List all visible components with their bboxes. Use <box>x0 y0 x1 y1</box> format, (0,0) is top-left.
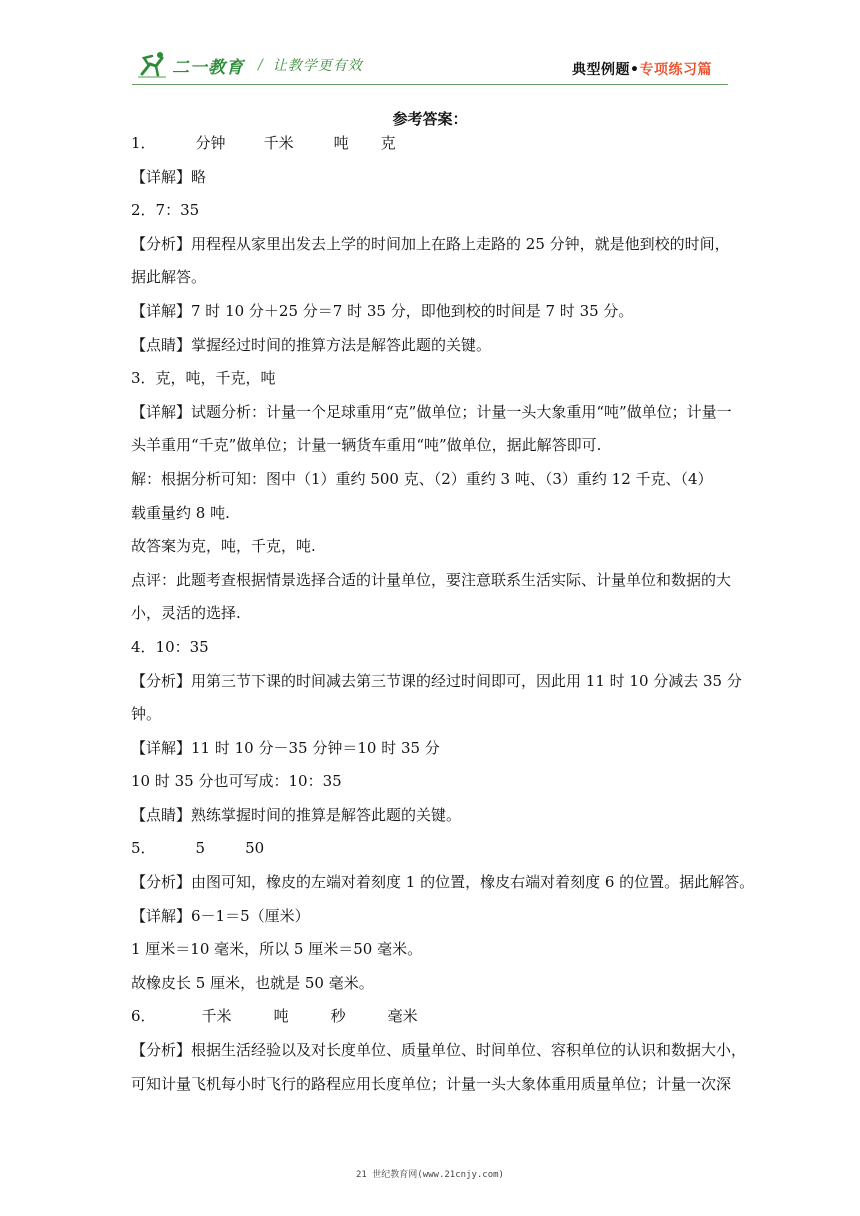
answer-line <box>131 972 731 1006</box>
page-header <box>0 0 860 90</box>
answer-line <box>131 502 731 536</box>
answer-line <box>131 703 731 737</box>
answer-line <box>131 401 731 435</box>
line-text: 据此解答。 <box>131 268 207 287</box>
answer-line <box>131 636 731 670</box>
answer-line <box>131 166 731 200</box>
line-text: 【详解】6－1＝5（厘米） <box>131 906 310 925</box>
page-footer: 21 世纪教育网(www.21cnjy.com) <box>356 1170 504 1180</box>
line-text: 解：根据分析可知：图中（1）重约 500 克、（2）重约 3 吨、（3）重约 12 千克、（4） <box>131 469 713 488</box>
running-figure-icon <box>136 50 170 80</box>
answer-line <box>131 1005 731 1039</box>
answer-line <box>131 569 731 603</box>
answer-blank: 秒 <box>330 1007 346 1026</box>
answer-blank: 克 <box>380 134 396 152</box>
answer-line <box>131 1073 731 1107</box>
answer-content <box>131 132 755 1106</box>
answer-blank: 分钟 <box>195 134 226 152</box>
line-text: 【点睛】熟练掌握时间的推算是解答此题的关键。 <box>131 805 462 824</box>
line-text: 载重量约 8 吨. <box>131 503 230 522</box>
answer-line <box>131 1039 747 1073</box>
series-title-sub: 专项练习篇 <box>639 62 712 78</box>
line-text: 点评：此题考查根据情景选择合适的计量单位，要注意联系生活实际、计量单位和数据的大 <box>131 570 732 589</box>
header-slogan: 让教学更有效 <box>272 58 363 74</box>
line-text: 【详解】11 时 10 分－35 分钟＝10 时 35 分 <box>131 738 440 757</box>
line-text: 3．克，吨，千克，吨 <box>131 369 276 388</box>
line-text: 【分析】用第三节下课的时间减去第三节课的经过时间即可，因此用 11 时 10 分减去 35 分 <box>131 671 742 690</box>
answer-blank: 吨 <box>333 134 349 152</box>
answer-line <box>131 737 731 771</box>
answer-line <box>131 602 731 636</box>
line-text: 【详解】略 <box>131 167 207 186</box>
line-text: 【分析】由图可知，橡皮的左端对着刻度 1 的位置，橡皮右端对着刻度 6 的位置。据此解答。 <box>131 873 755 892</box>
answer-line <box>131 434 731 468</box>
question-number: 1． <box>131 134 156 152</box>
answer-line <box>131 199 731 233</box>
logo-text: 二一教育 <box>172 57 244 78</box>
line-text: 10 时 35 分也可写成：10：35 <box>131 772 342 791</box>
answer-line <box>131 535 731 569</box>
answer-blank: 吨 <box>273 1007 289 1026</box>
line-text: 【详解】试题分析：计量一个足球重用“克”做单位；计量一头大象重用“吨”做单位；计量一 <box>131 402 732 421</box>
line-text: 故答案为克，吨，千克，吨. <box>131 537 316 556</box>
answer-line <box>131 300 731 334</box>
header-divider <box>132 84 728 85</box>
answer-line <box>131 233 731 267</box>
line-text: 头羊重用“千克”做单位；计量一辆货车重用“吨”做单位，据此解答即可. <box>131 436 602 455</box>
answer-line <box>131 670 742 704</box>
answer-line <box>131 804 731 838</box>
question-number: 6． <box>131 1007 156 1026</box>
line-text: 1 厘米＝10 毫米，所以 5 厘米＝50 毫米。 <box>131 940 423 959</box>
answer-blank: 毫米 <box>387 1007 418 1026</box>
answer-line <box>131 468 731 502</box>
line-text: 钟。 <box>131 705 162 724</box>
answer-line <box>131 367 731 401</box>
logo <box>136 48 363 82</box>
answer-line <box>131 871 755 905</box>
series-title-dot: • <box>630 62 640 78</box>
answer-blank: 千米 <box>263 134 294 152</box>
answer-line <box>131 132 731 166</box>
answer-line <box>131 938 731 972</box>
line-text: 可知计量飞机每小时飞行的路程应用长度单位；计量一头大象体重用质量单位；计量一次深 <box>131 1074 732 1093</box>
line-text: 【分析】根据生活经验以及对长度单位、质量单位、时间单位、容积单位的认识和数据大小， <box>131 1041 747 1060</box>
answer-line <box>131 334 731 368</box>
line-text: 故橡皮长 5 厘米，也就是 50 毫米。 <box>131 973 374 992</box>
line-text: 【分析】用程程从家里出发去上学的时间加上在路上走路的 25 分钟，就是他到校的时间， <box>131 234 730 253</box>
answer-blank: 千米 <box>201 1007 232 1026</box>
line-text: 2．7：35 <box>131 201 200 220</box>
answer-line <box>131 837 731 871</box>
series-title-main: 典型例题 <box>572 62 630 78</box>
answer-line <box>131 770 731 804</box>
header-series-title <box>572 59 712 79</box>
line-text: 【详解】7 时 10 分＋25 分＝7 时 35 分，即他到校的时间是 7 时 35 分。 <box>131 301 634 320</box>
answer-line <box>131 266 731 300</box>
answer-line <box>131 905 731 939</box>
line-text: 小，灵活的选择. <box>131 604 241 623</box>
page-title: 参考答案： <box>392 110 468 128</box>
answer-blank: 50 <box>245 839 265 858</box>
answer-blank: 5 <box>195 839 206 858</box>
line-text: 4．10：35 <box>131 637 209 656</box>
header-separator: / <box>258 57 263 73</box>
question-number: 5． <box>131 839 156 858</box>
line-text: 【点睛】掌握经过时间的推算方法是解答此题的关键。 <box>131 335 492 354</box>
